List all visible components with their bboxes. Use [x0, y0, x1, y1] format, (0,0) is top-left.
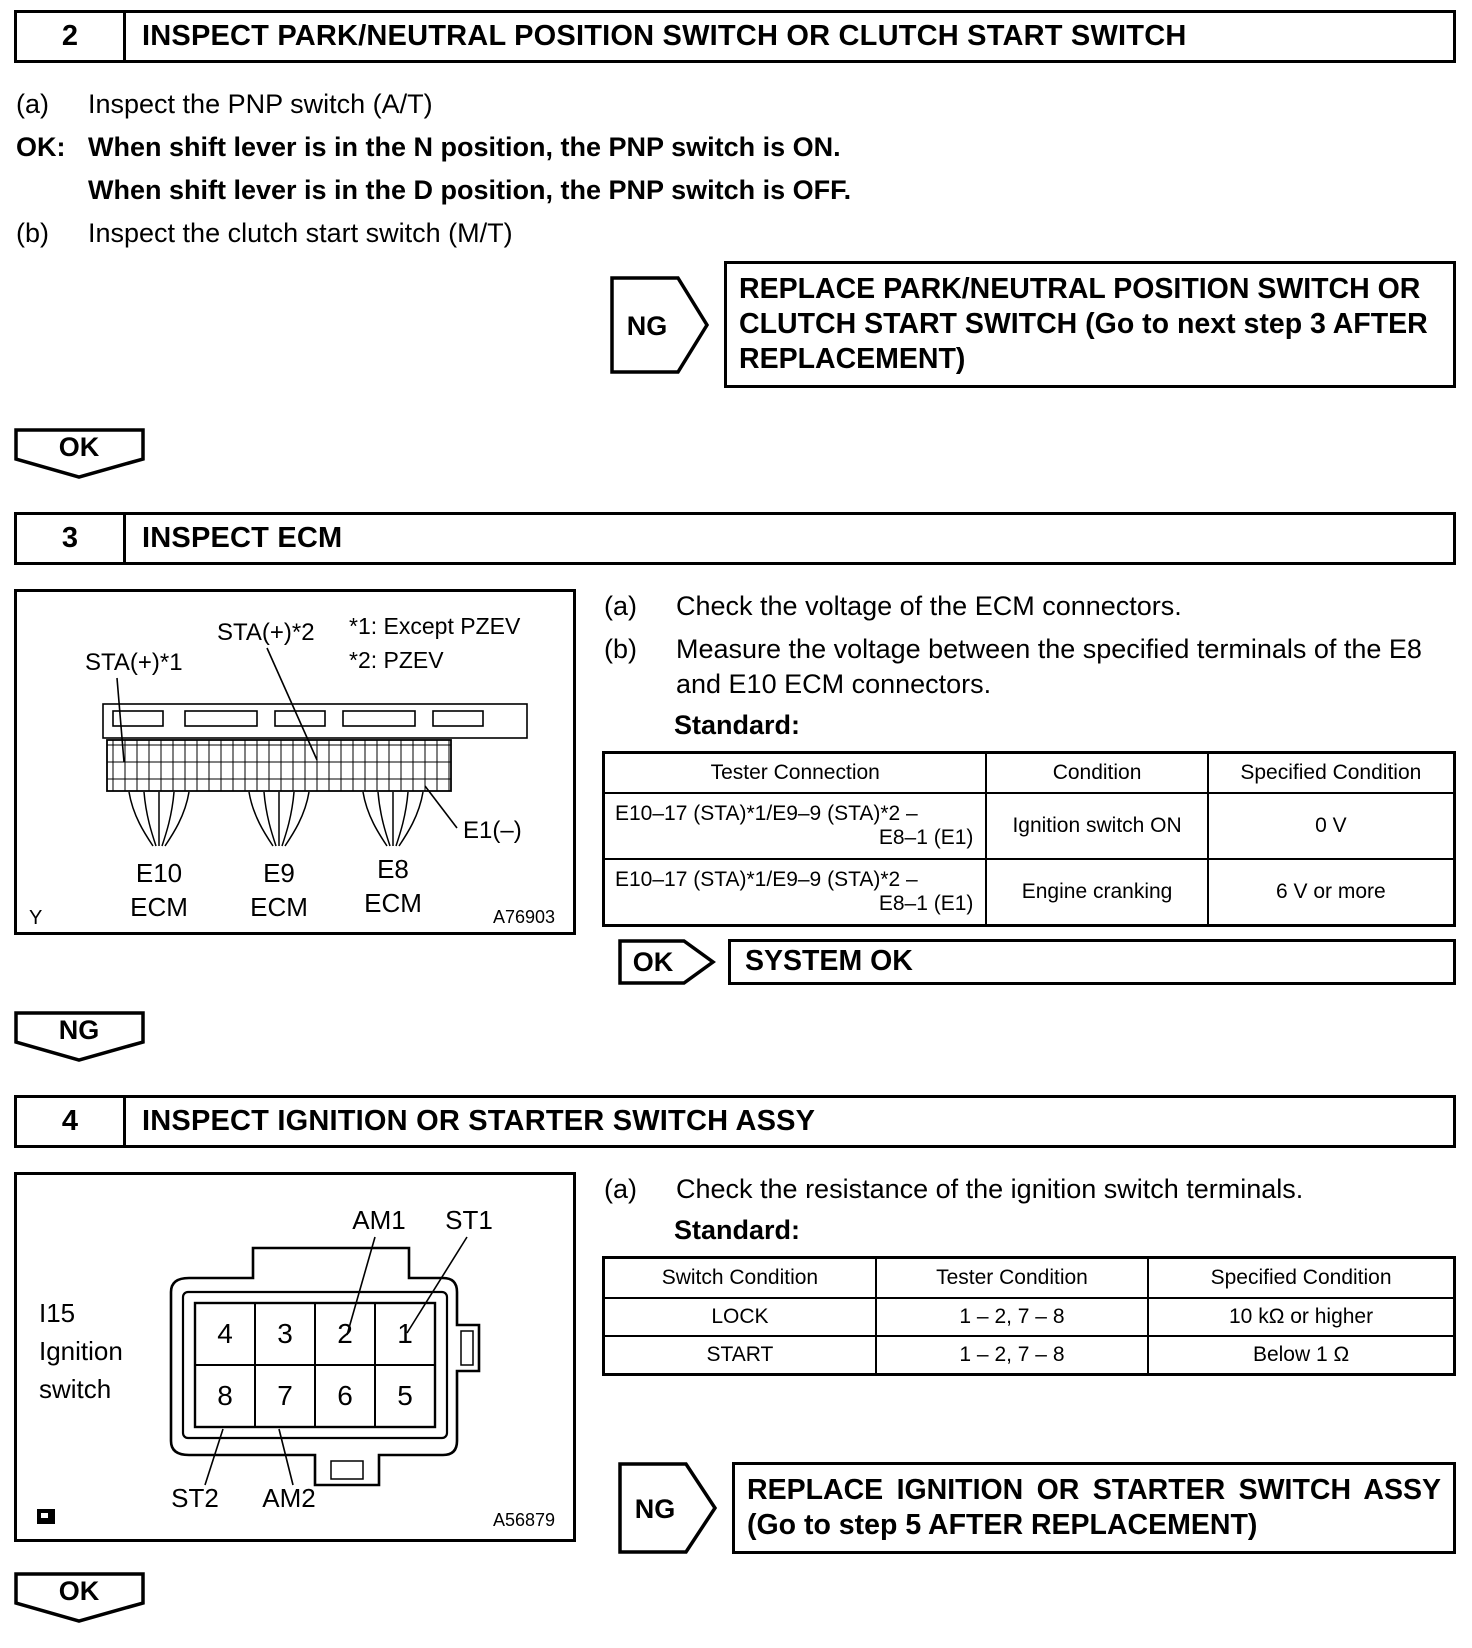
st2-label: ST2	[171, 1482, 219, 1513]
table-header-row	[604, 752, 1455, 793]
item-prefix	[16, 173, 88, 208]
pin-5: 5	[397, 1379, 413, 1411]
procedure-line-a	[16, 87, 1456, 122]
step2-ng-result-box: REPLACE PARK/NEUTRAL POSITION SWITCH OR CLUTCH START SWITCH (Go to next step 3 AFTER REPLACEMENT)	[724, 261, 1456, 387]
col-condition: Condition	[986, 752, 1207, 793]
wire-bundle-e9	[249, 792, 309, 846]
e8-label: E8	[377, 853, 409, 884]
connection-line-1: E10–17 (STA)*1/E9–9 (STA)*2 –	[615, 867, 918, 891]
step4-instructions	[602, 1172, 1456, 1554]
connection-line-2: E8–1 (E1)	[878, 891, 974, 915]
connection-line-1: E10–17 (STA)*1/E9–9 (STA)*2 –	[615, 801, 918, 825]
leader-lines	[205, 1237, 467, 1485]
item-text: Measure the voltage between the specified terminals of the E8 and E10 ECM connectors.	[676, 633, 1422, 699]
am2-label: AM2	[262, 1482, 316, 1513]
ok-label: OK	[58, 1576, 100, 1607]
e10-ecm-label: ECM	[130, 891, 188, 922]
table-row	[604, 859, 1455, 926]
housing-latch	[461, 1331, 473, 1365]
step4-number: 4	[17, 1098, 126, 1145]
step4-ok-banner	[14, 1572, 146, 1624]
st1-label: ST1	[445, 1204, 493, 1235]
step3-ng-banner	[14, 1011, 146, 1063]
connector-id-label: I15	[39, 1297, 76, 1328]
item-prefix: (b)	[604, 633, 637, 664]
ok-condition-line-1	[16, 130, 1456, 165]
step3-number: 3	[17, 515, 126, 562]
ng-label: NG	[58, 1014, 100, 1045]
step2-ng-callout	[610, 261, 1456, 387]
item-text: Check the resistance of the ignition switch terminals.	[676, 1173, 1304, 1204]
switch-condition-cell: LOCK	[604, 1298, 876, 1336]
table-header-row	[604, 1258, 1455, 1299]
ng-arrow-shape	[618, 1462, 718, 1554]
item-text: When shift lever is in the N position, the PNP switch is ON.	[88, 132, 841, 163]
item-prefix: (a)	[604, 1173, 637, 1204]
pin-7: 7	[277, 1379, 293, 1411]
ok-label: OK	[58, 431, 100, 462]
am1-label: AM1	[352, 1204, 406, 1235]
specified-cell: 10 kΩ or higher	[1148, 1298, 1454, 1336]
ecm-pin-grid	[107, 740, 451, 791]
tester-connection-cell	[604, 859, 987, 926]
col-tester-connection: Tester Connection	[604, 752, 987, 793]
e10-label: E10	[135, 857, 183, 888]
tester-condition-cell: 1 – 2, 7 – 8	[876, 1298, 1148, 1336]
ok-label: OK	[632, 946, 674, 977]
figure-id: A76903	[492, 906, 555, 927]
condition-cell: Engine cranking	[986, 859, 1207, 926]
standard-label: Standard:	[674, 709, 801, 740]
procedure-line-a	[604, 1172, 1456, 1207]
procedure-line-b	[16, 216, 1456, 251]
item-prefix: (a)	[604, 590, 637, 621]
e8-ecm-label: ECM	[364, 887, 422, 918]
figure-corner-mark: Y	[29, 906, 43, 929]
procedure-line-b	[604, 632, 1456, 702]
ng-label: NG	[634, 1494, 676, 1525]
step3-instructions	[602, 589, 1456, 985]
connector-name-label-2: switch	[39, 1373, 112, 1404]
footnote-2-label: *2: PZEV	[349, 646, 444, 673]
switch-condition-cell: START	[604, 1336, 876, 1375]
connector-name-label-1: Ignition	[39, 1335, 123, 1366]
ignition-resistance-table	[602, 1256, 1456, 1376]
ecm-connector-figure	[14, 589, 576, 935]
ok-condition-line-2	[16, 173, 1456, 208]
step3-section	[14, 589, 1456, 985]
tester-connection-cell	[604, 793, 987, 859]
figure-id: A56879	[492, 1509, 555, 1530]
ecm-connector-diagram	[17, 592, 567, 932]
footnote-1-label: *1: Except PZEV	[349, 612, 521, 639]
item-text: Inspect the clutch start switch (M/T)	[88, 218, 513, 249]
procedure-line-a	[604, 589, 1456, 624]
item-prefix: (b)	[16, 218, 49, 249]
specified-cell: 6 V or more	[1208, 859, 1455, 926]
col-specified-condition: Specified Condition	[1148, 1258, 1454, 1299]
specified-cell: Below 1 Ω	[1148, 1336, 1454, 1375]
condition-cell: Ignition switch ON	[986, 793, 1207, 859]
pin-2: 2	[337, 1317, 353, 1349]
e9-ecm-label: ECM	[250, 891, 308, 922]
item-prefix: OK:	[16, 132, 66, 163]
pin-8: 8	[217, 1379, 233, 1411]
step4-section	[14, 1172, 1456, 1554]
connection-line-2: E8–1 (E1)	[878, 825, 974, 849]
wire-bundle-e10	[129, 792, 189, 846]
pin-1: 1	[397, 1317, 413, 1349]
ecm-voltage-table	[602, 751, 1456, 927]
e1-label: E1(–)	[463, 816, 522, 844]
step4-ng-result-box: REPLACE IGNITION OR STARTER SWITCH ASSY (Go to step 5 AFTER REPLACEMENT)	[732, 1462, 1456, 1554]
pin-4: 4	[217, 1317, 233, 1349]
step3-title: INSPECT ECM	[142, 521, 343, 554]
step2-number: 2	[17, 13, 126, 60]
step2-header	[14, 10, 1456, 63]
col-switch-condition: Switch Condition	[604, 1258, 876, 1299]
ng-arrow-shape	[610, 276, 710, 374]
table-row	[604, 1336, 1455, 1375]
wire-bundle-e8	[363, 792, 423, 846]
step2-title: INSPECT PARK/NEUTRAL POSITION SWITCH OR CLUTCH START SWITCH	[142, 20, 1187, 52]
pin-3: 3	[277, 1317, 293, 1349]
sta1-label: STA(+)*1	[85, 648, 183, 676]
step3-header	[14, 512, 1456, 565]
print-mark-icon	[37, 1509, 55, 1524]
table-row	[604, 793, 1455, 859]
sta2-label: STA(+)*2	[217, 618, 315, 646]
item-text: Inspect the PNP switch (A/T)	[88, 89, 433, 119]
col-specified-condition: Specified Condition	[1208, 752, 1455, 793]
step4-title: INSPECT IGNITION OR STARTER SWITCH ASSY	[142, 1104, 816, 1137]
item-prefix: (a)	[16, 89, 49, 119]
ng-label: NG	[626, 310, 668, 341]
step4-header	[14, 1095, 1456, 1148]
item-text: Check the voltage of the ECM connectors.	[676, 590, 1182, 621]
ignition-switch-diagram	[17, 1175, 567, 1539]
col-tester-condition: Tester Condition	[876, 1258, 1148, 1299]
step3-ok-callout	[618, 939, 1456, 985]
step2-ok-banner	[14, 428, 146, 480]
housing-tab-detail	[331, 1461, 363, 1479]
e9-label: E9	[263, 857, 295, 888]
ecm-housing	[103, 704, 527, 738]
step2-body	[14, 87, 1456, 251]
system-ok-box: SYSTEM OK	[728, 939, 1456, 985]
step4-ng-callout	[618, 1462, 1456, 1554]
item-text: When shift lever is in the D position, the PNP switch is OFF.	[88, 175, 852, 206]
pin-6: 6	[337, 1379, 353, 1411]
table-row	[604, 1298, 1455, 1336]
specified-cell: 0 V	[1208, 793, 1455, 859]
standard-label: Standard:	[674, 1215, 801, 1246]
tester-condition-cell: 1 – 2, 7 – 8	[876, 1336, 1148, 1375]
ignition-switch-figure	[14, 1172, 576, 1542]
ok-arrow-shape	[618, 939, 716, 985]
